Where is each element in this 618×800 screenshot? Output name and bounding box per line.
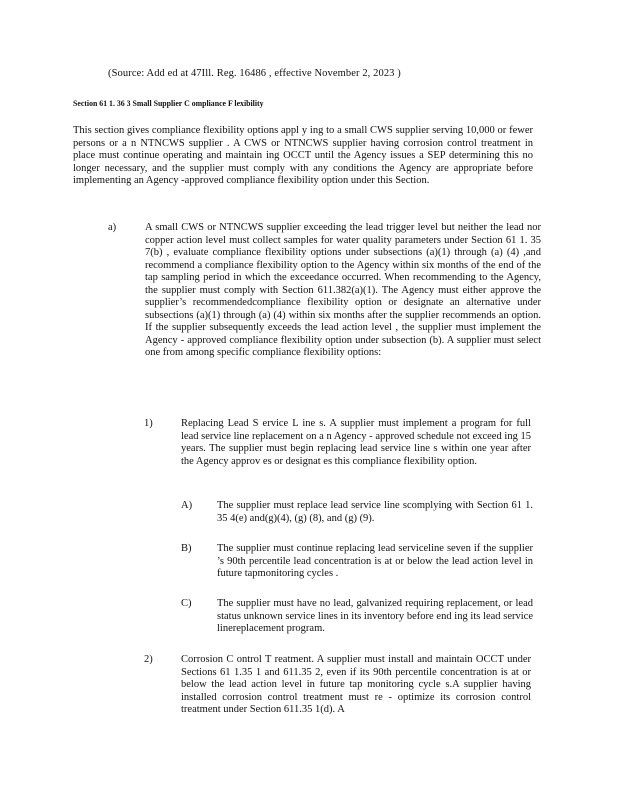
subsection-marker: 2) (144, 654, 153, 665)
subsection-marker: a) (108, 222, 117, 233)
subsection-text: Corrosion C ontrol T reatment. A supplier must install and maintain OCCT under Sections 61 1.35 1 and 611.35 2, even if its 90th percentile concentration is at or below the lead action level in future tap monitoring cycle s.A supplier having installed corrosion control treatment must re - optimize its corrosion control treatment under Section 611.35 1(d). A (181, 654, 531, 715)
subsection-text: Replacing Lead S ervice L ine s. A supplier must implement a program for full lead service line replacement on a n Agency - approved schedule not exceed ing 15 years. The supplier must begin replacing lead service line s within one year after the Agency approv es or designat es this compliance flexibility option. (181, 418, 531, 467)
subsection-marker: A) (181, 500, 193, 511)
source-note: (Source: Add ed at 47Ill. Reg. 16486 , effective November 2, 2023 ) (108, 68, 401, 79)
subsection-marker: B) (181, 543, 192, 554)
subsection-marker: 1) (144, 418, 153, 429)
subsection-text: A small CWS or NTNCWS supplier exceeding the lead trigger level but neither the lead nor copper action level must collect samples for water quality parameters under Section 61 1. 35 7(b) , evaluate compliance flexibility options under subsections (a)(1) through (a) (4) ,and recommend a compliance flexibility option to the Agency within six months of the end of the tap sampling period in which the exceedance occurred. When recommending to the Agency, the supplier must comply with Section 611.382(a)(1). The Agency must either approve the supplier’s recommendedcompliance flexibility option or designate an alternative under subsections (a)(1) through (a) (4) within six months after the supplier recommends an option. If the supplier subsequently exceeds the lead action level , the supplier must implement the Agency - approved compliance flexibility option under subsection (b). A supplier must select one from among specific compliance flexibility options: (145, 222, 541, 358)
subsection-text: The supplier must continue replacing lead serviceline seven if the supplier ’s 90th percentile lead concentration is at or below the lead action level in future tapmonitoring cycles . (217, 543, 533, 579)
subsection-marker: C) (181, 598, 192, 609)
intro-paragraph: This section gives compliance flexibility options appl y ing to a small CWS supplier serving 10,000 or fewer persons or a n NTNCWS supplier . A CWS or NTNCWS supplier having corrosion control treatment in place must continue operating and maintain ing OCCT until the Agency issues a SEP determining this no longer necessary, and the supplier must comply with any conditions the Agency are appropriate before implementing an Agency -approved compliance flexibility option under this Section. (73, 125, 533, 186)
section-heading: Section 61 1. 36 3 Small Supplier C ompliance F lexibility (73, 98, 264, 108)
subsection-text: The supplier must have no lead, galvanized requiring replacement, or lead status unknown service lines in its inventory before end ing its lead service linereplacement program. (217, 598, 533, 634)
subsection-text: The supplier must replace lead service line scomplying with Section 61 1. 35 4(e) and(g)(4), (g) (8), and (g) (9). (217, 500, 533, 524)
